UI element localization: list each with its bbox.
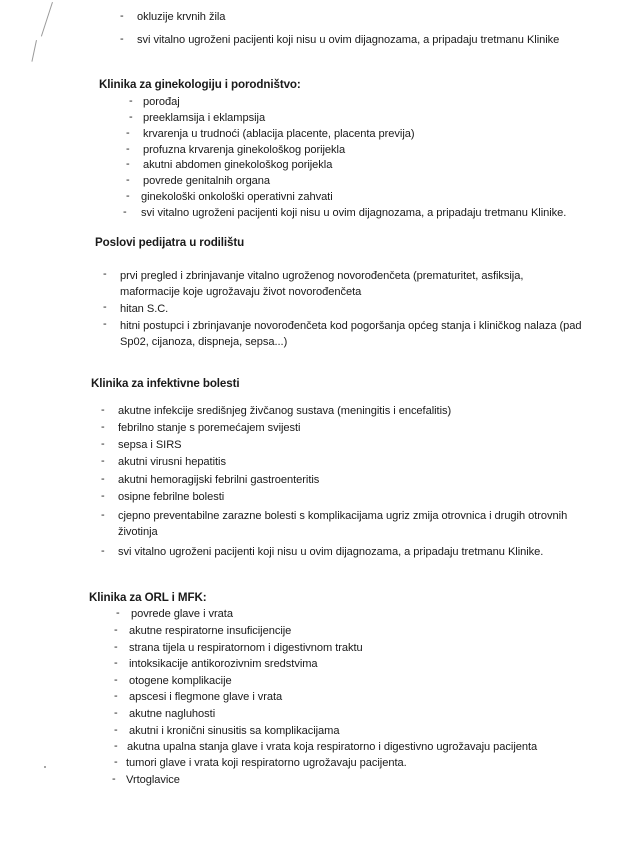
list-item: febrilno stanje s poremećajem svijesti: [118, 422, 301, 434]
list-item: akutne respiratorne insuficijencije: [129, 625, 292, 637]
bullet-dash: -: [114, 657, 118, 669]
list-item: porođaj: [143, 96, 180, 108]
bullet-dash: -: [126, 190, 130, 202]
list-item: okluzije krvnih žila: [137, 11, 226, 23]
bullet-dash: -: [114, 641, 118, 653]
bullet-dash: -: [123, 206, 127, 218]
list-item: strana tijela u respiratornom i digestivnom traktu: [129, 642, 363, 654]
bullet-dash: -: [126, 158, 130, 170]
bullet-dash: -: [101, 490, 105, 502]
section-heading-orl: Klinika za ORL i MFK:: [89, 591, 207, 604]
list-item: svi vitalno ugroženi pacijenti koji nisu u ovim dijagnozama, a pripadaju tretmanu Klinike: [137, 34, 560, 46]
section-heading-pedijatar: Poslovi pedijatra u rodilištu: [95, 236, 245, 249]
scan-dot-mark: [44, 766, 46, 768]
list-item: akutna upalna stanja glave i vrata koja respiratorno i digestivno ugrožavaju pacijenta: [127, 741, 538, 753]
list-item: hitan S.C.: [120, 303, 169, 315]
scan-edge-mark: [31, 40, 37, 62]
list-item: akutne nagluhosti: [129, 708, 216, 720]
bullet-dash: -: [101, 438, 105, 450]
bullet-dash: -: [116, 607, 120, 619]
list-item: ginekološki onkološki operativni zahvati: [141, 191, 333, 203]
list-item: profuzna krvarenja ginekološkog porijekla: [143, 144, 346, 156]
list-item: krvarenja u trudnoći (ablacija placente, placenta previja): [143, 128, 415, 140]
bullet-dash: -: [103, 318, 107, 330]
list-item: povrede glave i vrata: [131, 608, 233, 620]
bullet-dash: -: [101, 509, 105, 521]
list-item: osipne febrilne bolesti: [118, 491, 225, 503]
list-item: akutne infekcije središnjeg živčanog sustava (meningitis i encefalitis): [118, 405, 452, 417]
bullet-dash: -: [112, 773, 116, 785]
bullet-dash: -: [126, 174, 130, 186]
bullet-dash: -: [129, 95, 133, 107]
bullet-dash: -: [126, 127, 130, 139]
scan-edge-mark: [41, 2, 53, 37]
bullet-dash: -: [114, 724, 118, 736]
bullet-dash: -: [101, 473, 105, 485]
bullet-dash: -: [101, 421, 105, 433]
list-item: hitni postupci i zbrinjavanje novorođenčeta kod pogoršanja općeg stanja i kliničkog nalaza (pad: [120, 320, 582, 332]
list-item: akutni hemoragijski febrilni gastroenteritis: [118, 474, 320, 486]
list-item: cjepno preventabilne zarazne bolesti s komplikacijama ugriz zmija otrovnica i drugih otrovnih: [118, 510, 568, 522]
list-item: akutni virusni hepatitis: [118, 456, 226, 468]
bullet-dash: -: [120, 10, 124, 22]
list-item: svi vitalno ugroženi pacijenti koji nisu u ovim dijagnozama, a pripadaju tretmanu Klinike.: [141, 207, 567, 219]
bullet-dash: -: [101, 404, 105, 416]
bullet-dash: -: [114, 624, 118, 636]
list-item: apscesi i flegmone glave i vrata: [129, 691, 283, 703]
section-heading-ginekologija: Klinika za ginekologiju i porodništvo:: [99, 78, 301, 91]
section-heading-infektivne: Klinika za infektivne bolesti: [91, 377, 240, 390]
bullet-dash: -: [114, 756, 118, 768]
list-item: otogene komplikacije: [129, 675, 232, 687]
list-item: Vrtoglavice: [126, 774, 180, 786]
bullet-dash: -: [103, 301, 107, 313]
list-item: svi vitalno ugroženi pacijenti koji nisu u ovim dijagnozama, a pripadaju tretmanu Klinike.: [118, 546, 544, 558]
list-item-continuation: životinja: [118, 526, 158, 538]
list-item: akutni i kronični sinusitis sa komplikacijama: [129, 725, 340, 737]
bullet-dash: -: [101, 545, 105, 557]
list-item: intoksikacije antikorozivnim sredstvima: [129, 658, 318, 670]
bullet-dash: -: [114, 674, 118, 686]
list-item: akutni abdomen ginekološkog porijekla: [143, 159, 333, 171]
bullet-dash: -: [129, 111, 133, 123]
list-item: tumori glave i vrata koji respiratorno ugrožavaju pacijenta.: [126, 757, 407, 769]
bullet-dash: -: [120, 33, 124, 45]
bullet-dash: -: [114, 707, 118, 719]
list-item: sepsa i SIRS: [118, 439, 182, 451]
list-item: povrede genitalnih organa: [143, 175, 271, 187]
list-item: preeklamsija i eklampsija: [143, 112, 266, 124]
bullet-dash: -: [126, 143, 130, 155]
bullet-dash: -: [101, 455, 105, 467]
bullet-dash: -: [103, 268, 107, 280]
list-item-continuation: Sp02, cijanoza, dispneja, sepsa...): [120, 336, 288, 348]
list-item-continuation: maformacije koje ugrožavaju život novorođenčeta: [120, 286, 362, 298]
bullet-dash: -: [114, 690, 118, 702]
list-item: prvi pregled i zbrinjavanje vitalno ugroženog novorođenčeta (prematuritet, asfiksija,: [120, 270, 524, 282]
bullet-dash: -: [114, 740, 118, 752]
